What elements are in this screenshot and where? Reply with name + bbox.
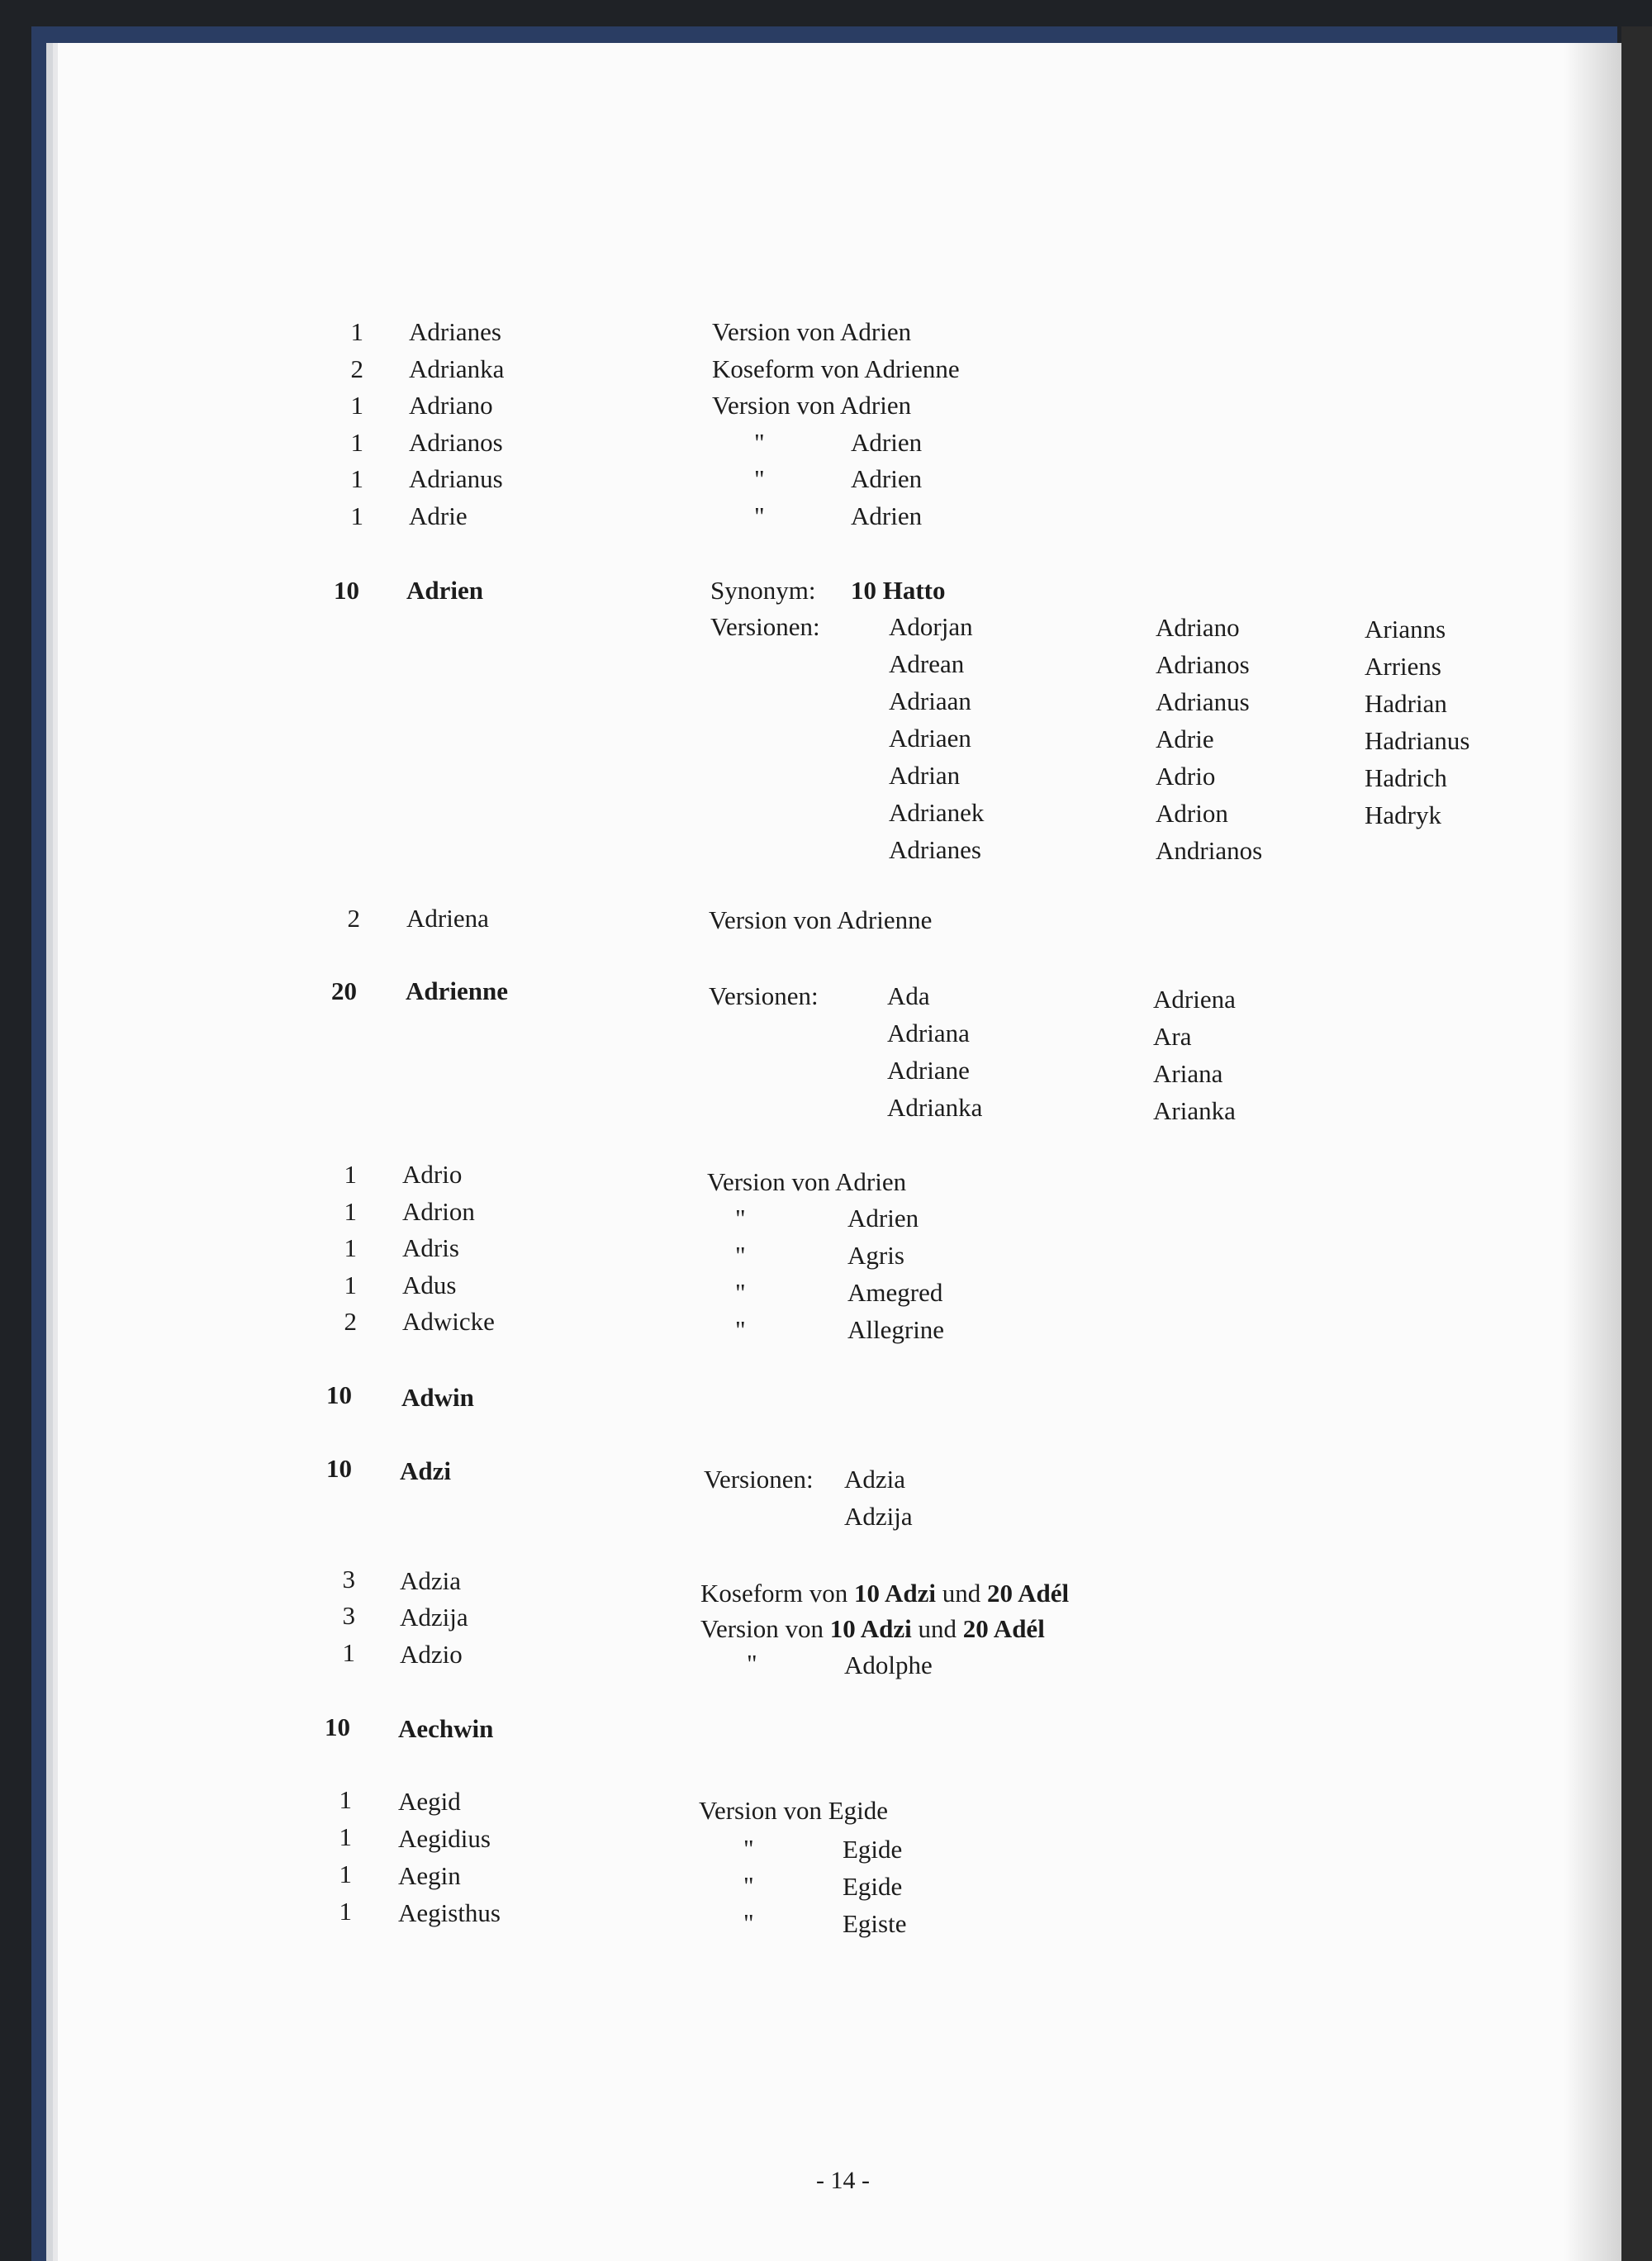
version-item: Adrian <box>889 761 961 790</box>
versions-label: Versionen: <box>709 981 819 1010</box>
version-item: Adrianos <box>1156 650 1250 679</box>
entry-name: Aegidius <box>398 1824 491 1853</box>
entry-count: 20 <box>331 976 357 1005</box>
entry-note: Amegred <box>847 1278 943 1307</box>
entry-count: 10 <box>334 576 359 605</box>
ditto-mark: " <box>754 428 765 457</box>
version-item: Adriane <box>887 1056 970 1085</box>
entry-note: Agris <box>847 1241 904 1270</box>
entry-count: 1 <box>350 501 363 530</box>
entry-note: Adrien <box>851 501 923 530</box>
entry-name: Adrianos <box>409 428 503 457</box>
entry-name: Adrianus <box>409 464 503 493</box>
entry-name: Adrienne <box>406 976 508 1005</box>
version-item: Adrianes <box>889 835 981 864</box>
entry-name: Adrien <box>406 576 483 605</box>
entry-count: 1 <box>350 391 363 420</box>
version-item: Hadryk <box>1365 800 1441 829</box>
entry-name: Adrianes <box>409 317 501 346</box>
versions-label: Versionen: <box>704 1465 814 1494</box>
entry-name: Adzi <box>400 1456 451 1485</box>
entry-count: 1 <box>350 317 363 346</box>
entry-name: Adrianka <box>409 354 505 383</box>
version-item: Adriano <box>1156 613 1240 642</box>
version-item: Ada <box>887 981 930 1010</box>
entry-count: 1 <box>339 1785 352 1814</box>
entry-name: Aegid <box>398 1787 461 1816</box>
entry-name: Adrion <box>402 1197 475 1226</box>
entry-count: 1 <box>339 1860 352 1888</box>
entry-name: Adzia <box>400 1566 462 1595</box>
entry-note: Version von Adrienne <box>709 905 933 934</box>
ditto-mark: " <box>735 1315 746 1344</box>
entry-note: Version von 10 Adzi und 20 Adél <box>700 1614 1045 1643</box>
entry-name: Adrie <box>409 501 468 530</box>
entry-note: Koseform von Adrienne <box>712 354 960 383</box>
ditto-mark: " <box>743 1834 754 1863</box>
synonym-label: Synonym: <box>710 576 816 605</box>
entry-count: 1 <box>344 1197 357 1226</box>
version-item: Ariana <box>1153 1059 1223 1088</box>
entry-note: Egiste <box>843 1909 907 1938</box>
version-item: Andrianos <box>1156 836 1263 865</box>
entry-count: 1 <box>344 1233 357 1262</box>
entry-count: 1 <box>339 1897 352 1926</box>
ditto-mark: " <box>743 1908 754 1937</box>
version-item: Adriana <box>887 1019 970 1047</box>
entry-count: 1 <box>344 1271 357 1299</box>
entry-note: Koseform von 10 Adzi und 20 Adél <box>700 1579 1070 1608</box>
entry-note: Version von Adrien <box>712 391 912 420</box>
entry-note: Adrien <box>851 464 923 493</box>
version-item: Adrio <box>1156 762 1216 791</box>
version-item: Adrie <box>1156 724 1214 753</box>
version-item: Adorjan <box>889 612 973 641</box>
entry-name: Adriano <box>409 391 493 420</box>
entry-name: Adwin <box>401 1383 474 1412</box>
version-item: Hadrian <box>1365 689 1447 718</box>
entry-name: Aegin <box>398 1861 461 1890</box>
entry-count: 1 <box>339 1822 352 1851</box>
version-item: Adrianus <box>1156 687 1250 716</box>
entry-note: Version von Egide <box>699 1796 889 1825</box>
entry-name: Aechwin <box>398 1714 494 1743</box>
entry-name: Adzija <box>400 1603 468 1632</box>
entry-count: 10 <box>326 1380 352 1409</box>
entry-count: 2 <box>347 904 360 933</box>
entry-count: 1 <box>342 1638 355 1667</box>
synonym-value: 10 Hatto <box>851 576 946 605</box>
entry-count: 10 <box>325 1712 350 1741</box>
entry-name: Adris <box>402 1233 459 1262</box>
entry-note: Allegrine <box>847 1315 945 1344</box>
entry-name: Aegisthus <box>398 1898 501 1927</box>
entry-name: Adriena <box>406 904 489 933</box>
entry-note: Version von Adrien <box>707 1167 907 1196</box>
ditto-mark: " <box>754 501 765 530</box>
entry-name: Adrio <box>402 1160 463 1189</box>
version-item: Adzia <box>844 1465 906 1494</box>
entry-count: 2 <box>350 354 363 383</box>
entry-count: 1 <box>350 428 363 457</box>
entry-note: Version von Adrien <box>712 317 912 346</box>
version-item: Adrianek <box>889 798 985 827</box>
entry-note: Egide <box>843 1835 903 1864</box>
version-item: Adriaen <box>889 724 971 753</box>
version-item: Ara <box>1153 1022 1192 1051</box>
entry-name: Adus <box>402 1271 457 1299</box>
entry-note: Egide <box>843 1872 903 1901</box>
version-item: Hadrianus <box>1365 726 1470 755</box>
ditto-mark: " <box>743 1871 754 1900</box>
entry-count: 3 <box>342 1601 355 1630</box>
version-item: Arianka <box>1153 1096 1236 1125</box>
entry-note: Adolphe <box>844 1651 933 1679</box>
version-item: Adrion <box>1156 799 1228 828</box>
version-item: Hadrich <box>1365 763 1447 792</box>
ditto-mark: " <box>735 1204 746 1233</box>
ditto-mark: " <box>735 1278 746 1307</box>
page-number: - 14 - <box>816 2167 870 2194</box>
version-item: Adrianka <box>887 1093 983 1122</box>
entry-count: 1 <box>350 464 363 493</box>
entry-count: 3 <box>342 1565 355 1594</box>
version-item: Arianns <box>1365 615 1446 644</box>
version-item: Adzija <box>844 1502 913 1531</box>
entry-note: Adrien <box>851 428 923 457</box>
entry-count: 1 <box>344 1160 357 1189</box>
entry-name: Adwicke <box>402 1307 495 1336</box>
ditto-mark: " <box>735 1241 746 1270</box>
ditto-mark: " <box>747 1649 757 1678</box>
version-item: Arriens <box>1365 652 1441 681</box>
entry-count: 10 <box>326 1454 352 1483</box>
entry-note: Adrien <box>847 1204 919 1233</box>
version-item: Adrean <box>889 649 965 678</box>
ditto-mark: " <box>754 464 765 493</box>
version-item: Adriena <box>1153 985 1236 1014</box>
versions-label: Versionen: <box>710 612 820 641</box>
entry-name: Adzio <box>400 1640 463 1669</box>
entry-count: 2 <box>344 1307 357 1336</box>
version-item: Adriaan <box>889 686 971 715</box>
